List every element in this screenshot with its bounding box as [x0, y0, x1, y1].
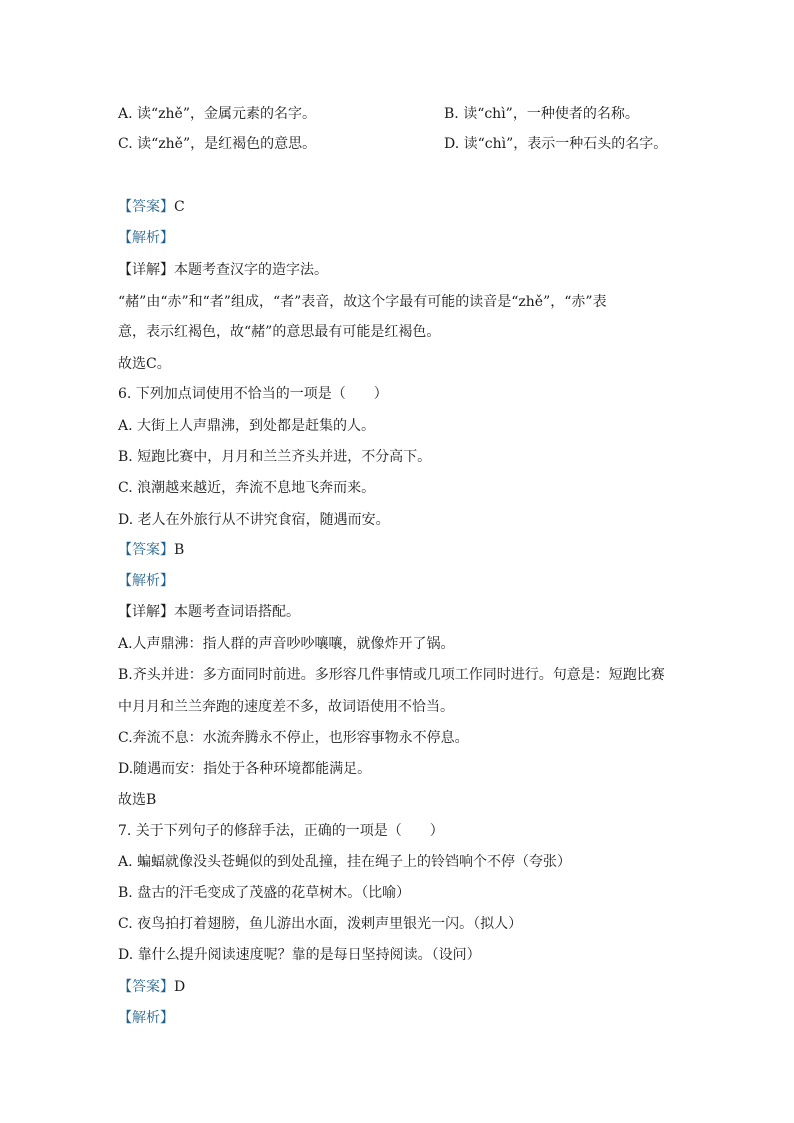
q5-option-d: D. 读“chì”，表示一种石头的名字。	[444, 136, 668, 152]
q6-option-c: C. 浪潮越来越近，奔流不息地飞奔而来。	[118, 480, 376, 496]
q6-option-d: D. 老人在外旅行从不讲究食宿，随遇而安。	[118, 512, 390, 528]
q7-answer	[118, 978, 185, 996]
q6-option-a: A. 大街上人声鼎沸，到处都是赶集的人。	[118, 418, 376, 434]
detail-text: 本题考查汉字的造字法。	[174, 262, 328, 278]
q5-analysis-tag: 【解析】	[118, 230, 174, 246]
answer-value: B	[174, 542, 185, 558]
q5-detail-line: “赭”由“赤”和“者”组成，“者”表音，故这个字最有可能的读音是“zhě”，“赤”表	[118, 294, 607, 310]
detail-tag: 【详解】	[118, 604, 174, 620]
answer-tag: 【答案】	[118, 542, 174, 558]
q5-detail	[118, 261, 328, 279]
q7-question: 7. 关于下列句子的修辞手法，正确的一项是（ ）	[118, 823, 444, 839]
q7-option-a: A. 蝙蝠就像没头苍蝇似的到处乱撞，挂在绳子上的铃铛响个不停（夸张）	[118, 854, 572, 870]
q6-detail-line: D.随遇而安：指处于各种环境都能满足。	[118, 761, 372, 777]
q6-conclusion: 故选B	[118, 792, 157, 808]
q6-detail-line: C.奔流不息：水流奔腾永不停止，也形容事物永不停息。	[118, 730, 469, 746]
q7-option-d: D. 靠什么提升阅读速度呢？靠的是每日坚持阅读。（设问）	[118, 947, 481, 963]
detail-tag: 【详解】	[118, 262, 174, 278]
q7-option-b: B. 盘古的汗毛变成了茂盛的花草树木。（比喻）	[118, 885, 411, 901]
q5-option-a: A. 读“zhě”，金属元素的名字。	[118, 106, 317, 122]
q5-answer	[118, 198, 185, 216]
q6-detail-line: 中月月和兰兰奔跑的速度差不多，故词语使用不恰当。	[118, 699, 454, 715]
answer-tag: 【答案】	[118, 979, 174, 995]
answer-value: D	[174, 979, 186, 995]
answer-tag: 【答案】	[118, 199, 174, 215]
q6-answer	[118, 541, 184, 559]
q6-option-b: B. 短跑比赛中，月月和兰兰齐头并进，不分高下。	[118, 449, 432, 465]
q5-detail-line: 意，表示红褐色，故“赭”的意思最有可能是红褐色。	[118, 324, 441, 340]
q7-analysis-tag: 【解析】	[118, 1010, 174, 1026]
q5-options-row-1	[118, 105, 678, 123]
q6-question: 6. 下列加点词使用不恰当的一项是（ ）	[118, 386, 388, 402]
q7-option-c: C. 夜鸟拍打着翅膀，鱼儿游出水面，泼剌声里银光一闪。（拟人）	[118, 916, 523, 932]
answer-value: C	[174, 199, 185, 215]
q5-options-row-2	[118, 135, 678, 153]
q6-detail-line: A.人声鼎沸：指人群的声音吵吵嚷嚷，就像炸开了锅。	[118, 636, 455, 652]
q5-option-c: C. 读“zhě”，是红褐色的意思。	[118, 136, 317, 152]
q5-conclusion: 故选C。	[118, 356, 171, 372]
detail-text: 本题考查词语搭配。	[174, 604, 300, 620]
q6-analysis-tag: 【解析】	[118, 573, 174, 589]
q6-detail-line: B.齐头并进：多方面同时前进。多形容几件事情或几项工作同时进行。句意是：短跑比赛	[118, 667, 665, 683]
q5-option-b: B. 读“chì”，一种使者的名称。	[444, 106, 639, 122]
q6-detail	[118, 603, 300, 621]
